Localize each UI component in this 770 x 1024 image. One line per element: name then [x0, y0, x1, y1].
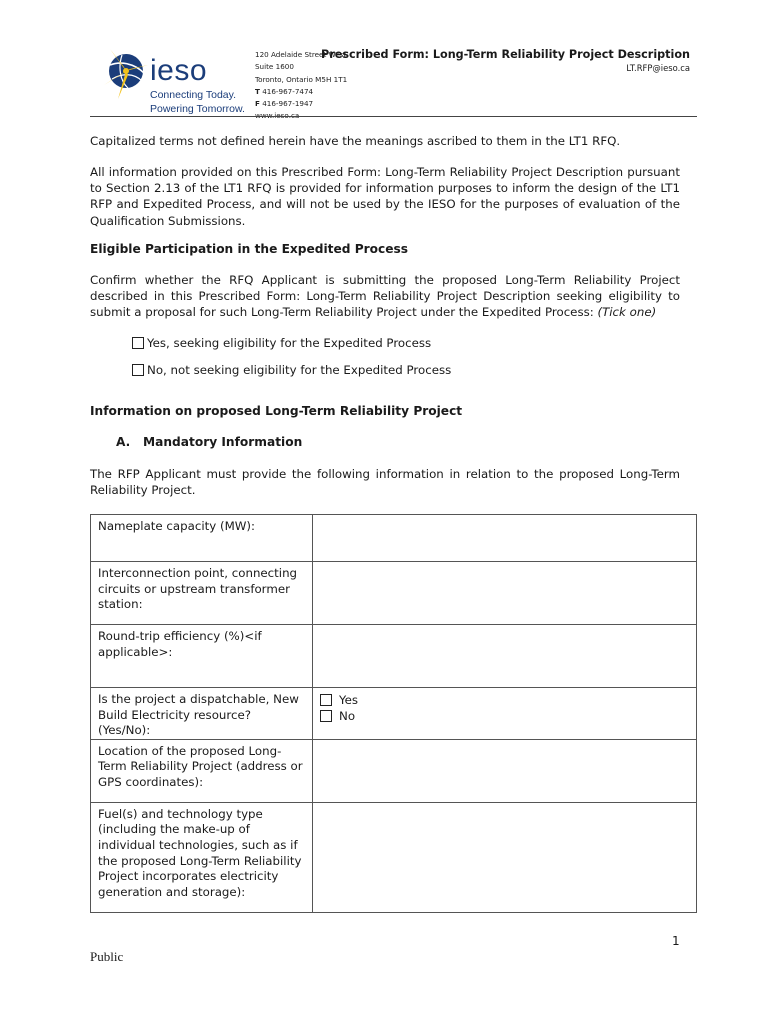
intro-paragraph-2: All information provided on this Prescribed Form: Long-Term Reliability Project Description pursuant to Section 2.13 of the LT1 RFQ is provided for information purposes to inform the design of the LT1 RFP and Expedited Process, and will not be used by the IESO for the purposes of evaluation of the Qualification Submissions. — [90, 165, 680, 228]
checkbox-dispatchable-yes[interactable] — [320, 694, 332, 706]
phone-line — [255, 86, 347, 98]
contact-email-link[interactable]: LT.RFP@ieso.ca — [626, 63, 690, 73]
phone-number: 416-967-7474 — [262, 86, 314, 96]
intro-paragraph-1: Capitalized terms not defined herein have the meanings ascribed to them in the LT1 RFQ. — [90, 134, 621, 148]
fax-line — [255, 98, 347, 110]
dispatchable-options-cell — [313, 688, 697, 740]
option-yes-row — [132, 336, 431, 350]
row-label-interconnection-point: Interconnection point, connecting circuits or upstream transformer station: — [91, 562, 313, 625]
mandatory-info-subheading: A. Mandatory Information — [116, 435, 303, 449]
phone-prefix: T — [255, 86, 260, 96]
address-line: Toronto, Ontario M5H 1T1 — [255, 74, 348, 84]
checkbox-dispatchable-no[interactable] — [320, 710, 332, 722]
fax-number: 416-967-1947 — [262, 99, 314, 109]
website-link[interactable]: www.ieso.ca — [255, 111, 300, 121]
dispatchable-no-row — [320, 708, 688, 724]
table-row — [91, 515, 697, 562]
eligibility-text: Confirm whether the RFQ Applicant is submitting the proposed Long-Term Reliability Project described in this Prescribed Form: Long-Term Reliability Project Description seeking eligibility to submit a proposal for such Long-Term Reliability Project under the Expedited Process: — [90, 273, 680, 320]
form-title: Prescribed Form: Long-Term Reliability Project Description — [321, 48, 690, 61]
input-round-trip-efficiency[interactable] — [313, 625, 697, 688]
project-info-heading: Information on proposed Long-Term Reliability Project — [90, 404, 463, 418]
tagline-line-1: Connecting Today. — [150, 89, 237, 101]
row-label-dispatchable: Is the project a dispatchable, New Build Electricity resource? (Yes/No): — [91, 688, 313, 740]
table-row — [91, 739, 697, 802]
input-location[interactable] — [313, 739, 697, 802]
dispatchable-yes-row — [320, 692, 688, 708]
row-label-nameplate-capacity: Nameplate capacity (MW): — [91, 515, 313, 562]
fax-prefix: F — [255, 99, 260, 109]
input-fuel-technology[interactable] — [313, 802, 697, 912]
tagline-line-2: Powering Tomorrow. — [150, 103, 245, 115]
checkbox-yes-expedited[interactable] — [132, 337, 144, 349]
logo-wordmark: ieso — [150, 54, 208, 87]
address-line: Suite 1600 — [255, 62, 294, 72]
row-label-fuel-technology: Fuel(s) and technology type (including the make-up of individual technologies, such as if the proposed Long-Term Reliability Project incorporates electricity generation and storage): — [91, 802, 313, 912]
input-nameplate-capacity[interactable] — [313, 515, 697, 562]
eligibility-paragraph — [90, 272, 680, 321]
dispatchable-yes-label: Yes — [339, 693, 359, 707]
option-yes-label: Yes, seeking eligibility for the Expedited Process — [147, 336, 432, 350]
eligibility-heading: Eligible Participation in the Expedited Process — [90, 242, 409, 256]
address-line: 120 Adelaide Street West — [255, 50, 347, 59]
table-row — [91, 625, 697, 688]
option-no-label: No, not seeking eligibility for the Expedited Process — [147, 363, 452, 377]
table-row — [91, 802, 697, 912]
table-row — [91, 562, 697, 625]
tick-one-note: (Tick one) — [597, 305, 657, 320]
mandatory-info-text: The RFP Applicant must provide the following information in relation to the proposed Long-Term Reliability Project. — [90, 467, 680, 498]
table-row — [91, 688, 697, 740]
project-info-table — [90, 514, 697, 913]
option-no-row — [132, 363, 451, 377]
row-label-round-trip-efficiency: Round-trip efficiency (%)<if applicable>: — [91, 625, 313, 688]
header-divider — [90, 116, 697, 117]
document-classification: Public — [90, 949, 124, 964]
dispatchable-no-label: No — [339, 709, 356, 723]
page-number: 1 — [672, 934, 680, 948]
logo-tagline — [150, 88, 245, 116]
row-label-location: Location of the proposed Long-Term Reliability Project (address or GPS coordinates): — [91, 739, 313, 802]
input-interconnection-point[interactable] — [313, 562, 697, 625]
checkbox-no-expedited[interactable] — [132, 364, 144, 376]
